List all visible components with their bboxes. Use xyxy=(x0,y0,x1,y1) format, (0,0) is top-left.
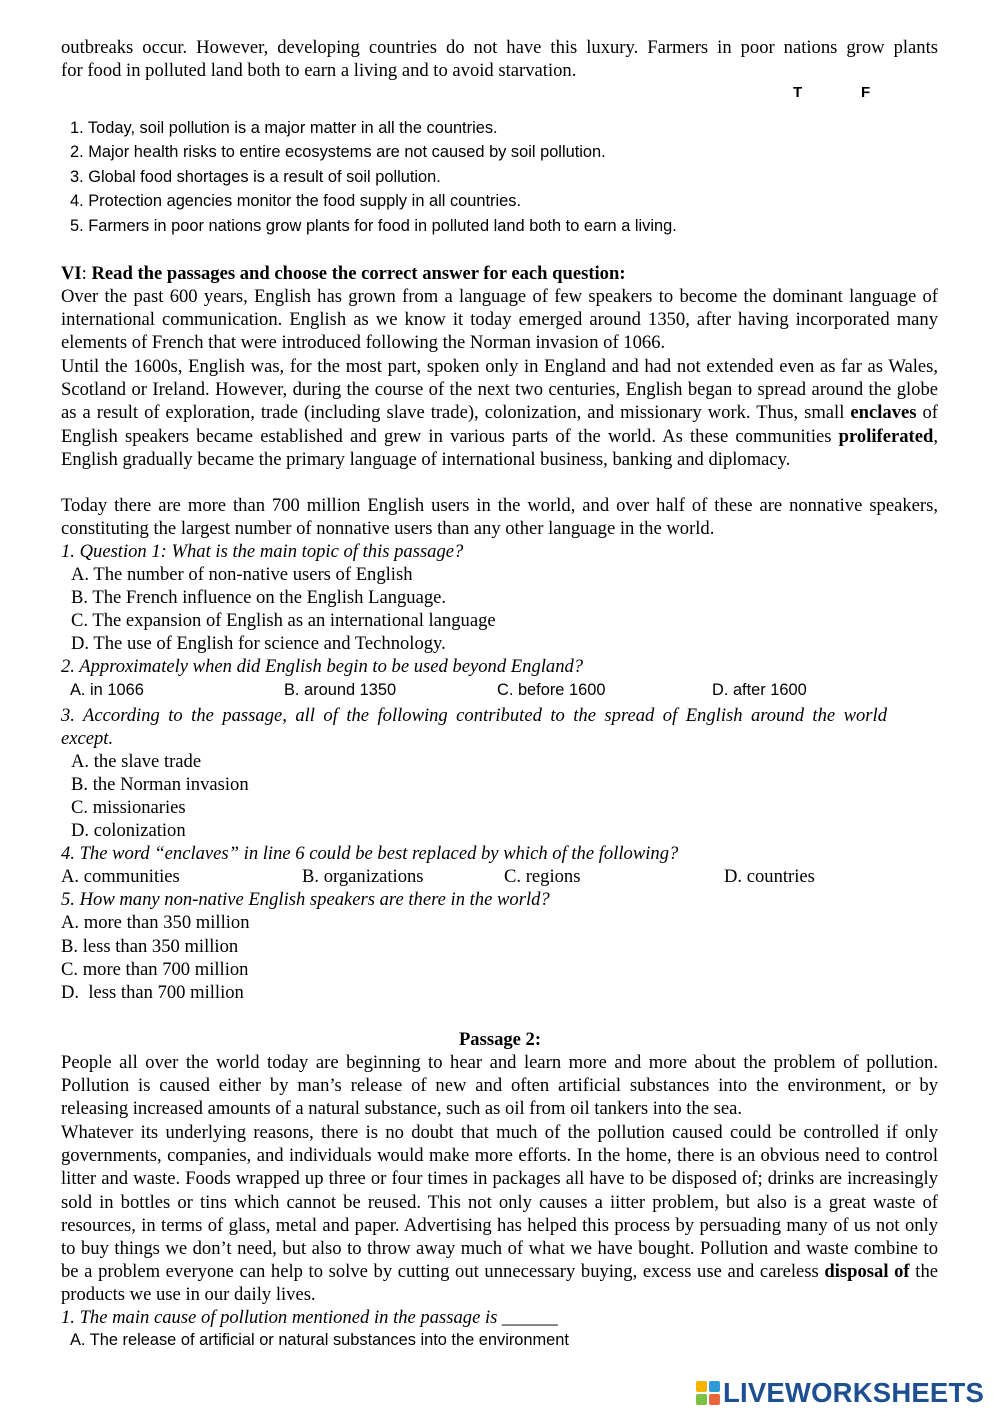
passage1-paragraph-2 xyxy=(61,355,938,471)
intro-line-2: for food in polluted land both to earn a living and to avoid starvation. xyxy=(61,60,577,81)
passage2-paragraph-2 xyxy=(61,1121,938,1307)
q4-option-c[interactable]: C. regions xyxy=(504,866,581,887)
logo-square xyxy=(696,1394,707,1405)
passage1-paragraph-1: Over the past 600 years, English has grown from a language of few speakers to become the dominant language of international communication. English as we know it today emerged around 1350, after having incorporated many elements of French that were introduced following the Norman invasion of 1066. xyxy=(61,286,938,354)
question-2: 2. Approximately when did English begin to be used beyond England? xyxy=(61,656,584,677)
logo-text: LIVEWORKSHEETS xyxy=(723,1377,985,1408)
section-numeral: VI xyxy=(61,263,82,284)
q2-option-d[interactable]: D. after 1600 xyxy=(712,681,807,699)
q5-option-c[interactable]: C. more than 700 million xyxy=(61,959,249,980)
tf-statement-4: 4. Protection agencies monitor the food supply in all countries. xyxy=(70,192,521,210)
q1-option-b[interactable]: B. The French influence on the English Language. xyxy=(71,587,447,608)
tf-statement-1: 1. Today, soil pollution is a major matter in all the countries. xyxy=(70,119,498,137)
tf-statement-3: 3. Global food shortages is a result of soil pollution. xyxy=(70,168,441,186)
passage2-q1-option-a[interactable]: A. The release of artificial or natural substances into the environment xyxy=(70,1331,569,1349)
q2-option-b[interactable]: B. around 1350 xyxy=(284,681,397,699)
question-1: 1. Question 1: What is the main topic of this passage? xyxy=(61,541,464,562)
passage1-text: , English gradually became the primary language of international business, banking and diplomacy. xyxy=(61,425,938,470)
intro-line-1: outbreaks occur. However, developing countries do not have this luxury. Farmers in poor nations grow plants xyxy=(61,37,938,58)
q3-option-c[interactable]: C. missionaries xyxy=(71,797,186,818)
logo-square xyxy=(696,1381,707,1392)
passage2-title: Passage 2: xyxy=(458,1029,542,1050)
question-5: 5. How many non-native English speakers are there in the world? xyxy=(61,889,550,910)
question-3: 3. According to the passage, all of the following contributed to the spread of English around the world xyxy=(61,705,887,726)
q3-option-a[interactable]: A. the slave trade xyxy=(71,751,202,772)
keyword-enclaves: enclaves xyxy=(850,402,917,424)
logo-square xyxy=(709,1381,720,1392)
q1-option-d[interactable]: D. The use of English for science and Technology. xyxy=(71,633,446,654)
tf-statement-2: 2. Major health risks to entire ecosystems are not caused by soil pollution. xyxy=(70,143,606,161)
q4-option-b[interactable]: B. organizations xyxy=(302,866,424,887)
section-heading xyxy=(61,262,626,285)
passage1-text: of English speakers became established and grew in various parts of the world. As these communities xyxy=(61,402,938,447)
q5-option-a[interactable]: A. more than 350 million xyxy=(61,912,250,933)
q1-option-a[interactable]: A. The number of non-native users of English xyxy=(71,564,413,585)
logo-grid-icon xyxy=(696,1381,720,1405)
question-3-continued: except. xyxy=(61,728,114,749)
q4-option-d[interactable]: D. countries xyxy=(724,866,815,887)
q3-option-d[interactable]: D. colonization xyxy=(71,820,186,841)
passage2-paragraph-1: People all over the world today are beginning to hear and learn more and more about the problem of pollution. Pollution is caused either by man’s release of new and often artificial substances into the environment, or by releasing increased amounts of a natural substance, such as oil from oil tankers into the sea. xyxy=(61,1052,938,1120)
passage1-paragraph-3: Today there are more than 700 million English users in the world, and over half of these are nonnative speakers, constituting the largest number of nonnative users than any other language in the world. xyxy=(61,495,938,540)
section-colon: : xyxy=(81,263,92,284)
q3-option-b[interactable]: B. the Norman invasion xyxy=(71,774,249,795)
q5-option-d[interactable]: D. less than 700 million xyxy=(61,982,244,1003)
q2-option-a[interactable]: A. in 1066 xyxy=(70,681,144,699)
keyword-disposal-of: disposal of xyxy=(824,1261,910,1283)
question-4: 4. The word “enclaves” in line 6 could be best replaced by which of the following? xyxy=(61,843,679,864)
logo-square xyxy=(709,1394,720,1405)
true-column-header: T xyxy=(793,84,803,101)
passage2-text: the products we use in our daily lives. xyxy=(61,1261,938,1306)
tf-statement-5: 5. Farmers in poor nations grow plants for food in polluted land both to earn a living. xyxy=(70,217,677,235)
false-column-header: F xyxy=(861,84,871,101)
q2-option-c[interactable]: C. before 1600 xyxy=(497,681,606,699)
passage1-text: Until the 1600s, English was, for the most part, spoken only in England and had not extended even as far as Wales, Scotland or Ireland. However, during the course of the next two centuries, English began to spread around the globe as a result of exploration, trade (including slave trade), colonization, and missionary work. Thus, small xyxy=(61,356,938,424)
passage2-text: Whatever its underlying reasons, there is no doubt that much of the pollution caused could be controlled if only governments, companies, and individuals would make more efforts. In the home, there is an obvious need to control litter and waste. Foods wrapped up three or four times in packages all have to be disposed of; drinks are increasingly sold in bottles or tins which cannot be reused. This not only causes a iitter problem, but also is a great waste of resources, in terms of glass, metal and paper. Advertising has helped this process by persuading many of us not only to buy things we don’t need, but also to throw away much of what we have bought. Pollution and waste combine to be a problem everyone can help to solve by cutting out unnecessary buying, excess use and careless xyxy=(61,1122,938,1283)
q1-option-c[interactable]: C. The expansion of English as an international language xyxy=(71,610,496,631)
keyword-proliferated: proliferated xyxy=(838,425,934,447)
q5-option-b[interactable]: B. less than 350 million xyxy=(61,936,239,957)
liveworksheets-logo xyxy=(696,1376,984,1410)
section-instruction: Read the passages and choose the correct answer for each question: xyxy=(91,263,626,284)
q4-option-a[interactable]: A. communities xyxy=(61,866,180,887)
passage2-question-1: 1. The main cause of pollution mentioned in the passage is ______ xyxy=(61,1307,558,1328)
